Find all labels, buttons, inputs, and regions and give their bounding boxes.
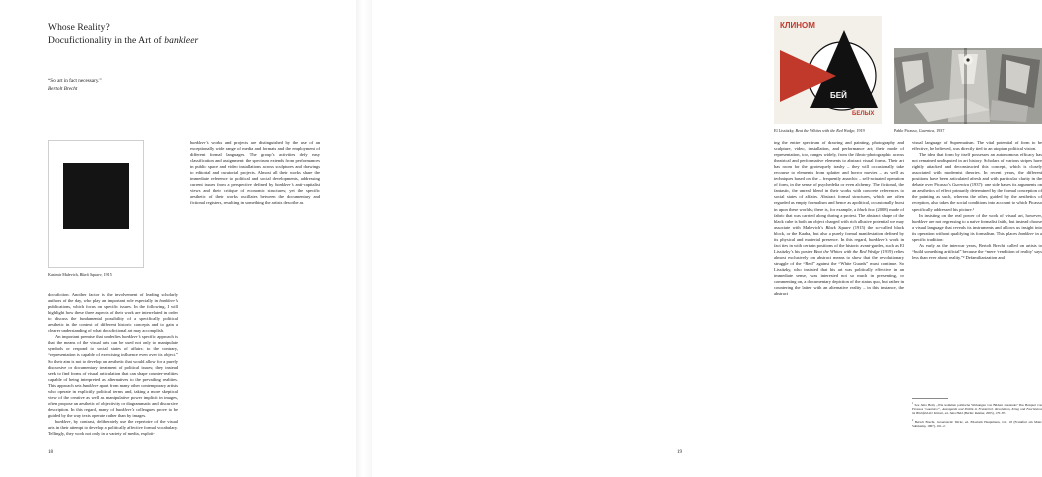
paragraph: In insisting on the real power of the work of visual art, however, bankleer are not regressing to a naïve formalist faith, but instead choose a visual language that reveals its instruments and allows us insight into its operation without qualifying its formalism. This places bankleer in a specific tradition: [912,212,1042,242]
caption-text-pre: Kasimir Malevich, [48,272,80,277]
footnote-item: $^2$ Bertolt Brecht, Gesammelte Werke, ed. Elisabeth Hauptmann, vol. 18 (Frankfurt am Main: Suhrkamp, 1967), 161–2. [912,418,1042,429]
caption-text-post: , 1915 [101,272,112,277]
figure-caption-picasso [894,128,1014,134]
title-line-2 [48,35,318,48]
svg-text:БЕЛЫХ: БЕЛЫХ [852,111,875,117]
footnote-list [912,402,1042,429]
lissitzky-poster-graphic [774,16,882,124]
guernica-graphic [894,48,1042,124]
paragraph: The idea that form by itself possesses an autonomous efficacy has not remained undisputed in art history. Scholars of various stripes have rightly attacked and deconstructed this concept, which is closely associated with modernist theories. In recent years, the different positions have been articulated afresh and with particular clarity in the debate over Picasso’s Guernica (1937): one side bases its arguments on an aesthetics of effect primarily determined by the formal conception of the painting as such, whereas the other, guided by the aesthetics of reception, also takes the social conditions into account to which Picasso specifically addressed his picture.¹ [912,152,1042,212]
right-page-column-2 [912,140,1042,261]
caption-text-italic: Guernica [918,128,935,133]
title-line-2-text: Docufictionality in the Art of [48,36,165,46]
caption-text-pre: El Lissitzky, [774,128,796,133]
figure-malevich-black-square [48,140,144,268]
folio-left: 18 [48,450,53,455]
figure-caption-lissitzky [774,128,884,134]
footnote-rule [912,398,948,399]
page-title [48,22,318,48]
left-page-column-2 [190,140,320,207]
paragraph: As early as the interwar years, Bertolt Brecht called on artists to “build something artificial” because the “mere ‘rendition of reality’ says less than ever about reality.”² Defamiliarization and [912,242,1042,260]
paragraph: bankleer, by contrast, deliberately use the repertoire of the visual arts in their attempt to develop a politically affective formal vocabulary. Tellingly, they work not only in a variety of media, exploit- [48,418,178,437]
caption-text-pre: Pablo Picasso, [894,128,919,133]
caption-text-italic: Beat the Whites with the Red Wedge [795,128,855,133]
svg-text:КЛИНОМ: КЛИНОМ [780,21,815,30]
epigraph [48,78,228,93]
figure-lissitzky-red-wedge [774,16,882,124]
caption-text-post: , 1937 [934,128,945,133]
footnote-item: $^1$ See Jutta Held, „Wie kommen politische Wirkungen von Bildern zustande? Das Beispiel von Picassos ‘Guernica’“, Avantgarde und Politik in Frankreich. Revolution, Krieg und Faschismus im Blickfeld der Künste, ed. Jutta Held (Berlin: Reimer, 2005), 170–87. [912,401,1042,416]
caption-text-italic: Black Square [79,272,102,277]
footnotes [912,398,1042,432]
figure-picasso-guernica [894,48,1042,124]
figure-caption-malevich [48,272,178,278]
epigraph-attribution: Bertolt Brecht [48,85,78,92]
folio-right: 19 [677,450,682,455]
page-left [0,0,364,477]
title-line-1: Whose Reality? [48,23,110,33]
paragraph: bankleer’s works and projects are distinguished by the use of an exceptionally wide range of media and formats and the employment of different formal languages. The group’s activities defy easy classification and assignment: the spectrum extends from performances in public space and video installations across sculptures and drawings to editorial and curatorial projects. Almost all their works share the immediate reference to political and social developments, addressing current issues from a perspective defined by bankleer’s anti-capitalist views and their critique of economic structures; yet the specific aesthetic of their works oscillates between the documentary and fictional registers, resulting in something the artists describe as [190,140,320,206]
caption-text-post: , 1919 [854,128,865,133]
right-page-column-1 [774,140,904,297]
page-right [364,0,1042,477]
paragraph: ing the entire spectrum of drawing and painting, photography and sculpture, video, installation, and performance art; their mode of representation, too, ranges widely, from the filmic-photographic across theatrical and performative elements to abstract visual forms. Their art has room for the grotesquely trashy – they will occasionally take recourse to elements from splatter and horror movies – as well as techniques based on the – frequently anarchic – self-actuated operation of form, in the sense of psychedelia or even alchemy. The fictional, the fantastic, the unreal blend in their works with concrete references to social states of affairs. Abstract formal structures, which are often regarded as empty formalism and hence as apolitical, occasionally burst in upon these worlds; there is, for example, a black box (2008) made of fabric that was carried along during a protest. The abstract shape of the black cube is both an object charged with rich allusive potential we may associate with Malevich’s Black Square (1915) the so-called black block, or the Kaaba, but also a purely formal manifestation defined by its physical and material presence. In this regard, bankleer’s work in fact ties in with certain positions of the historic avant-gardes, such as El Lissitzky’s his poster Beat the Whites with the Red Wedge (1919) relies almost exclusively on abstract means to show that the revolutionary struggle of the “Red” against the “White Guards” must continue. So Lissitzky, who insisted that his art was politically effective in an immediate sense, was interested not so much in presenting, or commenting on, a documentary depiction of the status quo, but rather in countering the latter with an alternative reality – in this instance, the abstract [774,140,904,297]
title-line-2-italic: bankleer [164,36,199,46]
paragraph: An important premise that underlies bankleer’s specific approach is that the means of the visual arts can be used not only to manipulate symbols or respond to social states of affairs: to the contrary, “representation is capable of exercising influence even over its object.” So their aim is not to develop an aesthetic that would allow for a purely discursive or documentary treatment of political issues; they instead seek to find forms of visual articulation that can shape counter-realities capable of being interpreted as alternatives to the prevailing realities. This approach sets bankleer apart from many other contemporary artists who operate in explicitly political terms and, taking a more skeptical view of the creative as well as manipulative power implicit in images, often propose an aesthetic of objectivity or diagrammatic and discursive description. In this regard, many of bankleer’s colleagues prove to be guided by the way texts operate rather than by images. [48,334,179,418]
paragraph: docufiction. Another factor is the involvement of leading scholarly authors of the day, who play an important role especially in bankleer’s publications, which focus on specific issues. In the following, I will highlight how these three aspects of their work are interrelated in order to discuss the fundamental possibility of a specifically political aesthetic in the context of different historic concepts and to gain a clearer understanding of what docufictional art may accomplish. [48,292,178,334]
paragraph: visual language of Suprematism. The vital potential of form to be effective, he believed, was directly tied to an utopian political vision. [912,140,1042,152]
epigraph-quote: “So art in fact necessary.” [48,78,102,84]
svg-text:БЕЙ: БЕЙ [830,91,847,100]
black-square-shape [63,163,129,229]
left-page-column-1 [48,292,178,437]
